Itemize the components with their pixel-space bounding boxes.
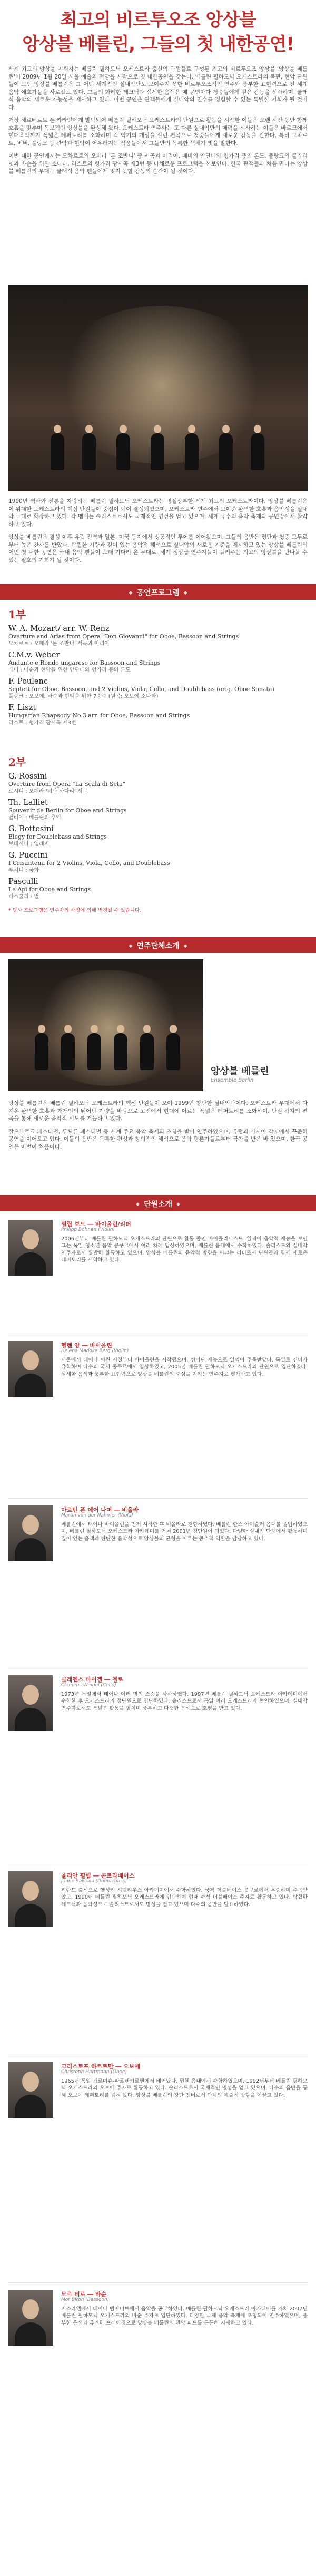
history-paragraph: 1990년 역사와 전통을 자랑하는 베를린 필하모닉 오케스트라는 명실상부한 세계 최고의 오케스트라이다. 앙상블 베를린은 이 위대한 오케스트라의 핵심 단원들이 중심이 되어 결성되었으며, 오케스트라 연주에서 보여준 완벽한 호흡과 음악성을 실내악 무대로 확장하고 있다. 각 멤버는 솔리스트로서도 국제적인 명성을 얻고 있으며, 세계 유수의 음악 축제와 공연장에서 활약하고 있다. (8, 498, 308, 528)
work-title: Souvenir de Berlin for Oboe and Strings (8, 807, 127, 814)
member-name-en: Martin von der Nahmer (Viola) (61, 1513, 133, 1518)
member-name: 마르틴 폰 데어 나머 ― 비올라 (61, 1506, 139, 1513)
member-portrait (8, 1341, 53, 1397)
program-part1 (8, 606, 308, 727)
work-title: Overture from Opera "La Scala di Seta" (8, 781, 125, 788)
composer: W. A. Mozart/ arr. W. Renz (8, 625, 110, 633)
composer: G. Rossini (8, 772, 47, 781)
divider (8, 2282, 308, 2283)
program-item (8, 677, 308, 701)
work-title-ko: 베버 : 바순과 현악을 위한 안단테와 헝가리 풍의 론도 (8, 667, 131, 673)
member-name: 클레멘스 바이겔 ― 첼로 (61, 1676, 124, 1683)
work-title: I Crisantemi for 2 Violins, Viola, Cello, and Doublebass (8, 860, 170, 867)
members-section-title: ◆ 단원소개 ◆ (132, 1199, 184, 1209)
program-item (8, 772, 308, 795)
program-item (8, 799, 308, 822)
member-name-en: Christoph Hartmann (Oboe) (61, 2069, 127, 2075)
member-card (8, 1675, 308, 1865)
ensemble-section-title: ◆ 연주단체소개 ◆ (125, 940, 192, 951)
ensemble-group-photo (8, 959, 203, 1091)
member-card (8, 2062, 308, 2283)
work-title: Elegy for Doublebass and Strings (8, 833, 107, 840)
ensemble-paragraph: 잘츠부르크 페스티벌, 루체른 페스티벌 등 세계 주요 음악 축제의 초청을 받아 연주하였으며, 유럽과 아시아 각지에서 꾸준히 공연을 이어오고 있다. 이들의 음반은 독특한 편성과 창의적인 해석으로 음악 평론가들로부터 극찬을 받은 바 있으며, 한국 공연은 이번이 처음이다. (8, 1128, 308, 1150)
history-text (8, 498, 308, 569)
intro-paragraph: 이번 내한 공연에서는 모차르트의 오페라 '돈 조반니' 중 서곡과 아리아, 베버의 안단테와 헝가리 풍의 론도, 풀랑크의 클라리넷과 바순을 위한 소나타, 리스트의 헝가리 광시곡 제3번 등 다채로운 프로그램을 선보인다. 한국 관객들과 처음 만나는 앙상블 베를린의 무대는 클래식 음악 팬들에게 잊지 못할 감동의 순간이 될 것이다. (8, 153, 308, 174)
work-title: Hungarian Rhapsody No.3 arr. for Oboe, Bassoon and Strings (8, 712, 190, 719)
member-name: 율리안 필립 ― 콘트라베이스 (61, 1872, 135, 1879)
member-bio: 베를린에서 태어나 바이올린을 먼저 시작한 후 비올라로 전향하였다. 베를린 한스 아이슬러 음대를 졸업하였으며, 베를린 필하모닉 오케스트라 아카데미를 거쳐 2001년 정단원이 되었다. 다양한 실내악 단체에서 활동하며 깊이 있는 음색과 탄탄한 음악성으로 앙상블의 균형을 이루는 중추적 역할을 담당하고 있다. (61, 1522, 308, 1542)
composer: Pasculli (8, 878, 38, 886)
hero-title-line1: 최고의 비르투오조 앙상블 (60, 9, 256, 31)
member-portrait (8, 1675, 53, 1731)
member-bio: 서울에서 태어나 어린 시절부터 바이올린을 시작했으며, 뛰어난 재능으로 일찍이 주목받았다. 독일로 건너가 유학하며 다수의 국제 콩쿠르에서 입상하였고, 2005년 베를린 필하모닉 오케스트라의 단원으로 입단하였다. 섬세한 음색과 풍부한 표현력으로 앙상블 베를린의 중심을 지키는 연주자로 평가받고 있다. (61, 1357, 308, 1377)
composer: F. Poulenc (8, 677, 48, 686)
member-name: 모르 비로 ― 바순 (61, 2291, 107, 2298)
member-bio: 1973년 독일에서 태어나 여러 명의 스승을 사사하였다. 1997년 베를린 필하모닉 오케스트라 아카데미에서 수학한 후 오케스트라의 정단원으로 입단하였다. 솔리스트로서 독일 여러 오케스트라와 협연하였으며, 실내악 연주자로서도 폭넓은 활동을 펼치며 풍부하고 따뜻한 음색으로 호평을 받고 있다. (61, 1692, 308, 1712)
work-title: Septett for Oboe, Bassoon, and 2 Violins, Viola, Cello, and Doublebass (orig. Oboe Sonata) (8, 686, 274, 693)
member-name-en: Clemens Weigel (Cello) (61, 1683, 116, 1688)
program-item (8, 651, 308, 674)
composer: G. Puccini (8, 851, 48, 860)
intro-paragraph: 세계 최고의 앙상블 지휘자는 베를린 필하모닉 오케스트라 출신의 단원들로 구성된 최고의 비르투오조 앙상블 '앙상블 베를린'이 2009년 1월 20일 서울 예술의 전당을 시작으로 첫 내한공연을 갖는다. 베를린 필하모닉 오케스트라의 목관, 현악 단원들이 모인 앙상블 베를린은 그 어떤 세계적인 실내악단도 보여주지 못한 비르투오조적인 연주와 풍부한 표현력으로 전 세계 음악 애호가들을 사로잡고 있다. 그들의 화려한 테크닉과 섬세한 음색은 매 공연마다 청중들에게 깊은 감동을 선사하며, 클래식 음악의 새로운 가능성을 제시하고 있다. 이번 공연은 관객들에게 실내악의 진수를 경험할 수 있는 특별한 기회가 될 것이다. (8, 66, 308, 111)
work-title-ko: 리스트 : 헝가리 광시곡 제3번 (8, 720, 76, 726)
member-bio: 이스라엘에서 태어나 텔아비브에서 음악을 공부하였다. 베를린 필하모닉 오케스트라 아카데미를 거쳐 2007년 베를린 필하모닉 오케스트라의 바순 주자로 입단하였다. 다양한 국제 음악 축제에 초청되어 연주하였으며, 풍부한 음색과 유려한 프레이징으로 앙상블 베를린의 관악 파트를 든든히 지탱하고 있다. (61, 2306, 308, 2326)
member-bio: 2006년부터 베를린 필하모닉 오케스트라의 단원으로 활동 중인 바이올리니스트. 일찍이 음악적 재능을 보인 그는 독일 청소년 음악 콩쿠르에서 여러 차례 입상하였으며, 베를린 음대에서 수학하였다. 솔리스트와 실내악 연주자로서 활발히 활동하고 있으며, 앙상블 베를린의 음악적 방향을 이끄는 리더로서 단원들과 함께 새로운 레퍼토리를 개척하고 있다. (61, 1236, 308, 1263)
program-item (8, 625, 308, 648)
member-portrait (8, 1220, 53, 1276)
ensemble-title: 앙상블 베를린 (211, 1066, 269, 1077)
composer: C.M.v. Weber (8, 651, 60, 659)
ensemble-subtitle: Ensemble Berlin (211, 1077, 254, 1083)
work-title: Overture and Arias from Opera "Don Giovanni" for Oboe, Bassoon and Strings (8, 633, 239, 640)
work-title-ko: 파스쿨리 : 벌 (8, 894, 39, 900)
ensemble-paragraph: 앙상블 베를린은 베를린 필하모닉 오케스트라의 핵심 단원들이 모여 1999년 창단한 실내악단이다. 오케스트라 무대에서 다져온 완벽한 호흡과 개개인의 뛰어난 기량을 바탕으로 고전에서 현대에 이르는 폭넓은 레퍼토리를 소화하며, 단원 각자의 편곡을 통해 새로운 음악적 시도를 거듭하고 있다. (8, 1100, 308, 1122)
program-note: * 당사 프로그램은 연주자의 사정에 의해 변경될 수 있습니다. (8, 908, 142, 913)
member-name-en: Philipp Bohnen (Violin) (61, 1227, 115, 1232)
program-item (8, 825, 308, 848)
member-portrait (8, 1505, 53, 1561)
member-bio: 핀란드 출신으로 헬싱키 시벨리우스 아카데미에서 수학하였다. 국제 더블베이스 콩쿠르에서 우승하며 주목받았고, 1990년 베를린 필하모닉 오케스트라에 입단하여 현재 수석 더블베이스 주자로 활동하고 있다. 탁월한 테크닉과 음악성으로 솔리스트로서도 명성을 얻고 있으며 다수의 음반을 발표하였다. (61, 1888, 308, 1908)
composer: F. Liszt (8, 704, 36, 712)
member-card (8, 1505, 308, 1669)
composer: G. Bottesini (8, 825, 54, 833)
composer: Th. Lalliet (8, 799, 48, 807)
work-title: Le Api for Oboe and Strings (8, 886, 91, 893)
ensemble-section-header (0, 937, 316, 953)
ensemble-text (8, 1100, 308, 1156)
intro-paragraph: 거장 헤르베르트 폰 카라얀에게 발탁되어 베를린 필하모닉 오케스트라의 단원으로 활동을 시작한 이들은 오랜 시간 동안 함께 호흡을 맞추며 독보적인 앙상블을 완성해 왔다. 오케스트라 연주와는 또 다른 실내악만의 매력을 선사하는 이들은 바로크에서 현대음악까지 폭넓은 레퍼토리를 소화하며 각 악기의 개성을 살린 편곡으로 청중들에게 새로운 감동을 전한다. 특히 모차르트, 베버, 풀랑크 등 관악과 현악이 어우러지는 작품들에서 그들만의 독특한 색채가 빛을 발한다. (8, 117, 308, 147)
member-name: 필립 보드 ― 바이올린/리더 (61, 1221, 131, 1228)
member-bio: 1965년 독일 가르미슈-파르텐키르헨에서 태어났다. 뮌헨 음대에서 수학하였으며, 1992년부터 베를린 필하모닉 오케스트라의 오보에 주자로 활동하고 있다. 솔리스트로서 국제적인 명성을 얻고 있으며, 다수의 음반을 통해 오보에 레퍼토리를 넓혀 왔다. 앙상블 베를린의 창단 멤버로서 단체의 예술적 방향을 이끌고 있다. (61, 2078, 308, 2098)
program-item (8, 704, 308, 727)
program-section-header (0, 584, 316, 600)
part1-title: 1부 (8, 608, 26, 621)
member-card (8, 1220, 308, 1336)
history-paragraph: 앙상블 베를린은 결성 이후 유럽 전역과 일본, 미국 등지에서 성공적인 투어를 이어왔으며, 그들의 음반은 평단과 청중 모두로부터 높은 찬사를 받았다. 탁월한 기량과 깊이 있는 음악적 해석으로 실내악의 새로운 기준을 제시하고 있는 앙상블 베를린의 이번 첫 내한 공연은 국내 음악 팬들이 오래 기다려 온 무대로, 세계 정상급 연주자들이 들려주는 최고의 앙상블을 만나볼 수 있는 절호의 기회가 될 것이다. (8, 534, 308, 563)
work-title-ko: 로시니 : 오페라 '비단 사다리' 서곡 (8, 789, 88, 794)
program-part2 (8, 754, 308, 913)
member-portrait (8, 1871, 53, 1927)
work-title-ko: 푸치니 : 국화 (8, 868, 39, 873)
member-name: 헬렌 양 ― 바이올린 (61, 1342, 112, 1349)
member-card (8, 1871, 308, 2056)
program-section-title: ◆ 공연프로그램 ◆ (125, 587, 192, 598)
member-name-en: Helena Madoka Berg (Violin) (61, 1348, 129, 1354)
member-portrait (8, 2290, 53, 2346)
hero-header (0, 0, 316, 62)
part2-title: 2부 (8, 756, 26, 769)
ensemble-stage-photo (8, 285, 308, 491)
member-card (8, 1341, 308, 1499)
members-section-header (0, 1195, 316, 1211)
work-title-ko: 보테시니 : 엘레지 (8, 841, 50, 847)
program-item (8, 851, 308, 874)
divider (8, 1498, 308, 1499)
program-item (8, 878, 308, 901)
member-name-en: Janne Saksala (Doublebass) (61, 1879, 127, 1884)
member-name: 크리스토프 하르트만 ― 오보에 (61, 2063, 140, 2070)
member-card (8, 2290, 308, 2553)
work-title-ko: 모차르트 : 오페라 '돈 조반니' 서곡과 아리아 (8, 641, 110, 647)
work-title-ko: 풀랑크 : 오보에, 바순과 현악을 위한 7중주 (원곡: 오보에 소나타) (8, 694, 159, 699)
intro-text (8, 65, 308, 181)
hero-title-line2: 앙상블 베를린, 그들의 첫 내한공연! (22, 34, 294, 55)
work-title-ko: 랄리에 : 베를린의 추억 (8, 815, 61, 821)
member-portrait (8, 2062, 53, 2118)
member-name-en: Mor Biron (Bassoon) (61, 2297, 110, 2302)
work-title: Andante e Rondo ungarese for Bassoon and Strings (8, 659, 161, 666)
